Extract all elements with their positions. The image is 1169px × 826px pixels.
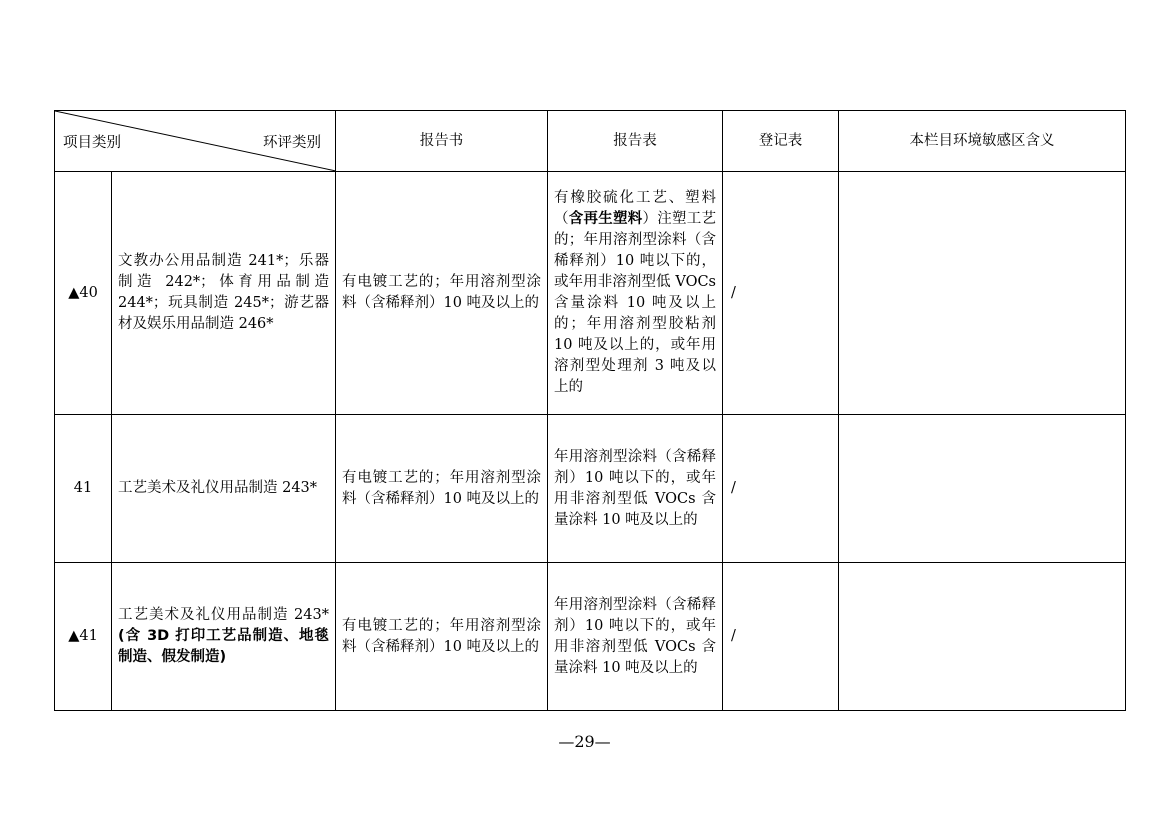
category-text-pre: 工艺美术及礼仪用品制造 243* xyxy=(118,607,329,623)
eia-classification-table xyxy=(54,110,1126,711)
project-category: 文教办公用品制造 241*；乐器制造 242*；体育用品制造 244*；玩具制造 245*；游艺器材及娱乐用品制造 246* xyxy=(112,172,336,415)
report-form-criteria: 年用溶剂型涂料（含稀释剂）10 吨以下的，或年用非溶剂型低 VOCs 含量涂料 10 吨及以上的 xyxy=(548,415,723,563)
eia-category-label: 环评类别 xyxy=(263,135,321,151)
registration-criteria: / xyxy=(723,415,839,563)
row-number: ▲40 xyxy=(55,172,112,415)
report-form-criteria xyxy=(548,172,723,415)
page-number: —29— xyxy=(558,732,611,751)
col-sensitive-area: 本栏目环境敏感区含义 xyxy=(839,111,1126,172)
col-registration-form: 登记表 xyxy=(723,111,839,172)
report-form-text-bold: 含再生塑料 xyxy=(568,211,643,227)
project-category: 工艺美术及礼仪用品制造 243* xyxy=(112,415,336,563)
report-form-text-pre: 有橡胶硫化工艺、塑料（ xyxy=(554,190,716,227)
sensitive-area-meaning xyxy=(839,172,1126,415)
report-form-criteria: 年用溶剂型涂料（含稀释剂）10 吨以下的，或年用非溶剂型低 VOCs 含量涂料 10 吨及以上的 xyxy=(548,563,723,711)
category-text-bold: (含 3D 打印工艺品制造、地毯制造、假发制造) xyxy=(118,628,329,665)
col-report-book: 报告书 xyxy=(336,111,548,172)
diagonal-header-cell xyxy=(55,111,336,172)
sensitive-area-meaning xyxy=(839,415,1126,563)
registration-criteria: / xyxy=(723,563,839,711)
sensitive-area-meaning xyxy=(839,563,1126,711)
table-row xyxy=(55,415,1126,563)
project-category-label: 项目类别 xyxy=(63,135,121,151)
row-number: ▲41 xyxy=(55,563,112,711)
header-row xyxy=(55,111,1126,172)
report-book-criteria: 有电镀工艺的；年用溶剂型涂料（含稀释剂）10 吨及以上的 xyxy=(336,415,548,563)
registration-criteria: / xyxy=(723,172,839,415)
project-category xyxy=(112,563,336,711)
report-book-criteria: 有电镀工艺的；年用溶剂型涂料（含稀释剂）10 吨及以上的 xyxy=(336,563,548,711)
row-number: 41 xyxy=(55,415,112,563)
report-book-criteria: 有电镀工艺的；年用溶剂型涂料（含稀释剂）10 吨及以上的 xyxy=(336,172,548,415)
report-form-text-post: ）注塑工艺的；年用溶剂型涂料（含稀释剂）10 吨以下的，或年用非溶剂型低 VOCs 含量涂料 10 吨及以上的；年用溶剂型胶粘剂 10 吨及以上的，或年用溶剂型处理剂 3 吨及以上的 xyxy=(554,211,716,395)
col-report-form: 报告表 xyxy=(548,111,723,172)
table-row xyxy=(55,172,1126,415)
table-row xyxy=(55,563,1126,711)
